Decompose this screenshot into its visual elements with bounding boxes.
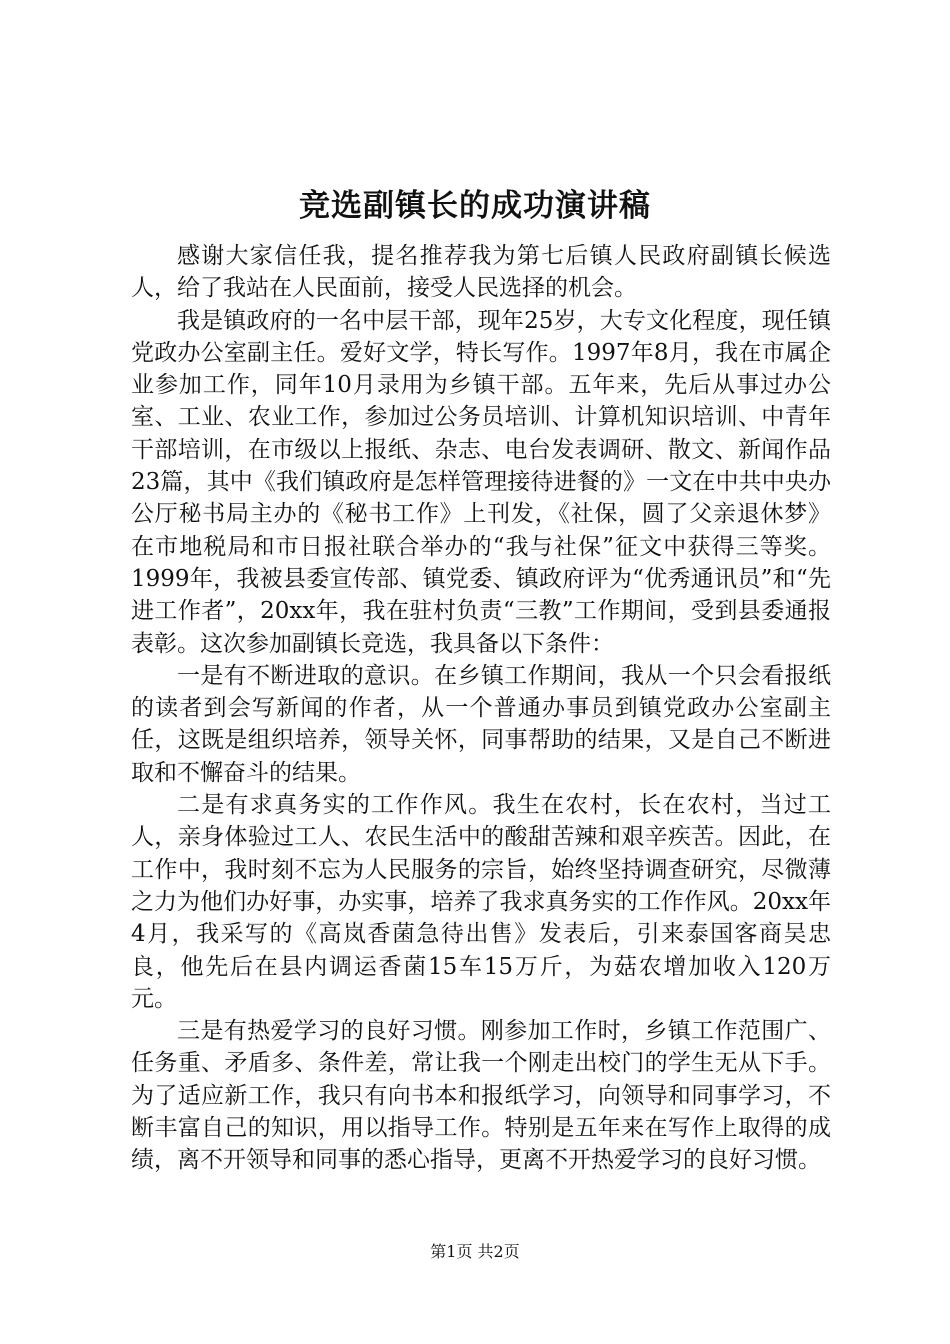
- document-title: 竞选副镇长的成功演讲稿: [299, 188, 651, 224]
- page-footer: 第1页 共2页: [430, 1242, 520, 1261]
- paragraph-intro: 感谢大家信任我，提名推荐我为第七后镇人民政府副镇长候选人，给了我站在人民面前，接受人民选择的机会。: [131, 243, 831, 302]
- document-body: [131, 240, 831, 1177]
- paragraph-condition-1: 一是有不断进取的意识。在乡镇工作期间，我从一个只会看报纸的读者到会写新闻的作者，从一个普通办事员到镇党政办公室副主任，这既是组织培养，领导关怀，同事帮助的结果，又是自己不断进取和不懈奋斗的结果。: [131, 662, 831, 786]
- paragraph-condition-2: 二是有求真务实的工作作风。我生在农村，长在农村，当过工人，亲身体验过工人、农民生活中的酸甜苦辣和艰辛疾苦。因此，在工作中，我时刻不忘为人民服务的宗旨，始终坚持调查研究，尽微薄之力为他们办好事，办实事，培养了我求真务实的工作作风。20xx年4月，我采写的《高岚香菌急待出售》发表后，引来泰国客商吴忠良，他先后在县内调运香菌15车15万斤，为菇农增加收入120万元。: [131, 792, 831, 1012]
- paragraph-background: 我是镇政府的一名中层干部，现年25岁，大专文化程度，现任镇党政办公室副主任。爱好文学，特长写作。1997年8月，我在市属企业参加工作，同年10月录用为乡镇干部。五年来，先后从事过办公室、工业、农业工作，参加过公务员培训、计算机知识培训、中青年干部培训，在市级以上报纸、杂志、电台发表调研、散文、新闻作品23篇，其中《我们镇政府是怎样管理接待进餐的》一文在中共中央办公厅秘书局主办的《秘书工作》上刊发，《社保，圆了父亲退休梦》在市地税局和市日报社联合举办的“我与社保”征文中获得三等奖。1999年，我被县委宣传部、镇党委、镇政府评为“优秀通讯员”和“先进工作者”，20xx年，我在驻村负责“三教”工作期间，受到县委通报表彰。这次参加副镇长竞选，我具备以下条件：: [131, 307, 831, 657]
- paragraph-condition-3: 三是有热爱学习的良好习惯。刚参加工作时，乡镇工作范围广、任务重、矛盾多、条件差，常让我一个刚走出校门的学生无从下手。为了适应新工作，我只有向书本和报纸学习，向领导和同事学习，不断丰富自己的知识，用以指导工作。特别是五年来在写作上取得的成绩，离不开领导和同事的悉心指导，更离不开热爱学习的良好习惯。: [131, 1018, 831, 1174]
